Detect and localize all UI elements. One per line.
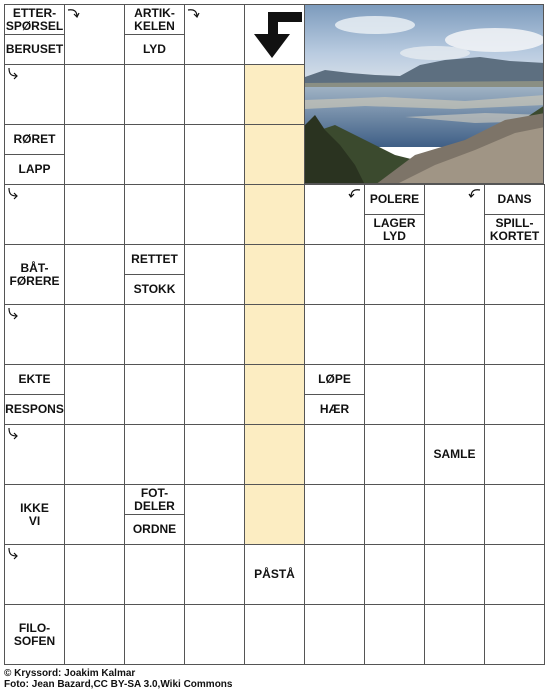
grid-cell[interactable] [364, 544, 425, 605]
grid-cell[interactable] [244, 244, 305, 305]
grid-cell[interactable] [64, 484, 125, 545]
clue-spillkortet: SPILL- KORTET [484, 214, 545, 245]
direction-arrow-icon [186, 6, 200, 20]
grid-cell[interactable] [124, 64, 185, 125]
grid-cell[interactable] [304, 544, 365, 605]
grid-cell[interactable] [424, 244, 485, 305]
grid-cell[interactable] [64, 364, 125, 425]
grid-cell[interactable] [184, 64, 245, 125]
grid-cell[interactable] [304, 484, 365, 545]
grid-cell[interactable] [184, 544, 245, 605]
grid-cell[interactable] [484, 304, 545, 365]
clue-artikkelen: ARTIK- KELEN [124, 4, 185, 35]
grid-cell[interactable] [184, 304, 245, 365]
credits-puzzle: © Kryssord: Joakim Kalmar [4, 668, 136, 679]
direction-arrow-icon [6, 546, 20, 560]
grid-cell[interactable] [244, 304, 305, 365]
grid-cell[interactable] [244, 424, 305, 485]
clue-lope: LØPE [304, 364, 365, 395]
clue-respons: RESPONS [4, 394, 65, 425]
direction-arrow-icon [6, 426, 20, 440]
clue-ekte: EKTE [4, 364, 65, 395]
grid-cell[interactable] [484, 424, 545, 485]
grid-cell[interactable] [484, 604, 545, 665]
grid-cell[interactable] [424, 544, 485, 605]
grid-cell[interactable] [124, 124, 185, 185]
grid-cell[interactable] [244, 364, 305, 425]
grid-cell[interactable] [304, 424, 365, 485]
landscape-photo [304, 4, 544, 184]
grid-cell[interactable] [124, 364, 185, 425]
grid-cell[interactable] [64, 304, 125, 365]
clue-samle: SAMLE [424, 424, 485, 485]
clue-batforere: BÅT- FØRERE [4, 244, 65, 305]
clue-fotdeler: FOT- DELER [124, 484, 185, 515]
direction-arrow-icon [66, 6, 80, 20]
grid-cell[interactable] [184, 124, 245, 185]
grid-cell[interactable] [364, 424, 425, 485]
grid-cell[interactable] [304, 604, 365, 665]
credits-photo: Foto: Jean Bazard,CC BY-SA 3.0,Wiki Commons [4, 679, 233, 690]
grid-cell[interactable] [364, 364, 425, 425]
start-arrow-icon [250, 12, 302, 58]
clue-filosofen: FILO- SOFEN [4, 604, 65, 665]
grid-cell[interactable] [304, 304, 365, 365]
grid-cell[interactable] [184, 424, 245, 485]
clue-lyd: LYD [124, 34, 185, 65]
grid-cell[interactable] [244, 184, 305, 245]
grid-cell[interactable] [244, 604, 305, 665]
grid-cell[interactable] [64, 544, 125, 605]
grid-cell[interactable] [124, 604, 185, 665]
grid-cell[interactable] [244, 124, 305, 185]
grid-cell[interactable] [484, 484, 545, 545]
clue-stokk: STOKK [124, 274, 185, 305]
clue-rettet: RETTET [124, 244, 185, 275]
clue-lapp: LAPP [4, 154, 65, 185]
grid-cell[interactable] [424, 604, 485, 665]
clue-ettersporsel: ETTER- SPØRSEL [4, 4, 65, 35]
grid-cell[interactable] [184, 484, 245, 545]
grid-cell[interactable] [244, 484, 305, 545]
clue-pasta: PÅSTÅ [244, 544, 305, 605]
grid-cell[interactable] [124, 304, 185, 365]
grid-cell[interactable] [124, 424, 185, 485]
direction-arrow-icon [468, 186, 482, 200]
grid-cell[interactable] [124, 544, 185, 605]
clue-lager-lyd: LAGER LYD [364, 214, 425, 245]
grid-cell[interactable] [484, 244, 545, 305]
grid-cell[interactable] [184, 604, 245, 665]
direction-arrow-icon [348, 186, 362, 200]
clue-dans: DANS [484, 184, 545, 215]
grid-cell[interactable] [484, 364, 545, 425]
grid-cell[interactable] [184, 184, 245, 245]
grid-cell[interactable] [64, 604, 125, 665]
clue-ordne: ORDNE [124, 514, 185, 545]
grid-cell[interactable] [64, 244, 125, 305]
grid-cell[interactable] [424, 304, 485, 365]
grid-cell[interactable] [304, 244, 365, 305]
grid-cell[interactable] [364, 244, 425, 305]
clue-roret: RØRET [4, 124, 65, 155]
grid-cell[interactable] [364, 604, 425, 665]
grid-cell[interactable] [424, 364, 485, 425]
direction-arrow-icon [6, 66, 20, 80]
grid-cell[interactable] [424, 484, 485, 545]
grid-cell[interactable] [64, 124, 125, 185]
grid-cell[interactable] [64, 64, 125, 125]
grid-cell[interactable] [364, 484, 425, 545]
clue-haer: HÆR [304, 394, 365, 425]
grid-cell[interactable] [64, 424, 125, 485]
grid-cell[interactable] [124, 184, 185, 245]
direction-arrow-icon [6, 186, 20, 200]
grid-cell[interactable] [484, 544, 545, 605]
grid-cell[interactable] [244, 64, 305, 125]
grid-cell[interactable] [364, 304, 425, 365]
clue-ikke-vi: IKKE VI [4, 484, 65, 545]
direction-arrow-icon [6, 306, 20, 320]
clue-polere: POLERE [364, 184, 425, 215]
grid-cell[interactable] [64, 184, 125, 245]
clue-beruset: BERUSET [4, 34, 65, 65]
grid-cell[interactable] [184, 244, 245, 305]
credits [4, 668, 232, 690]
grid-cell[interactable] [184, 364, 245, 425]
